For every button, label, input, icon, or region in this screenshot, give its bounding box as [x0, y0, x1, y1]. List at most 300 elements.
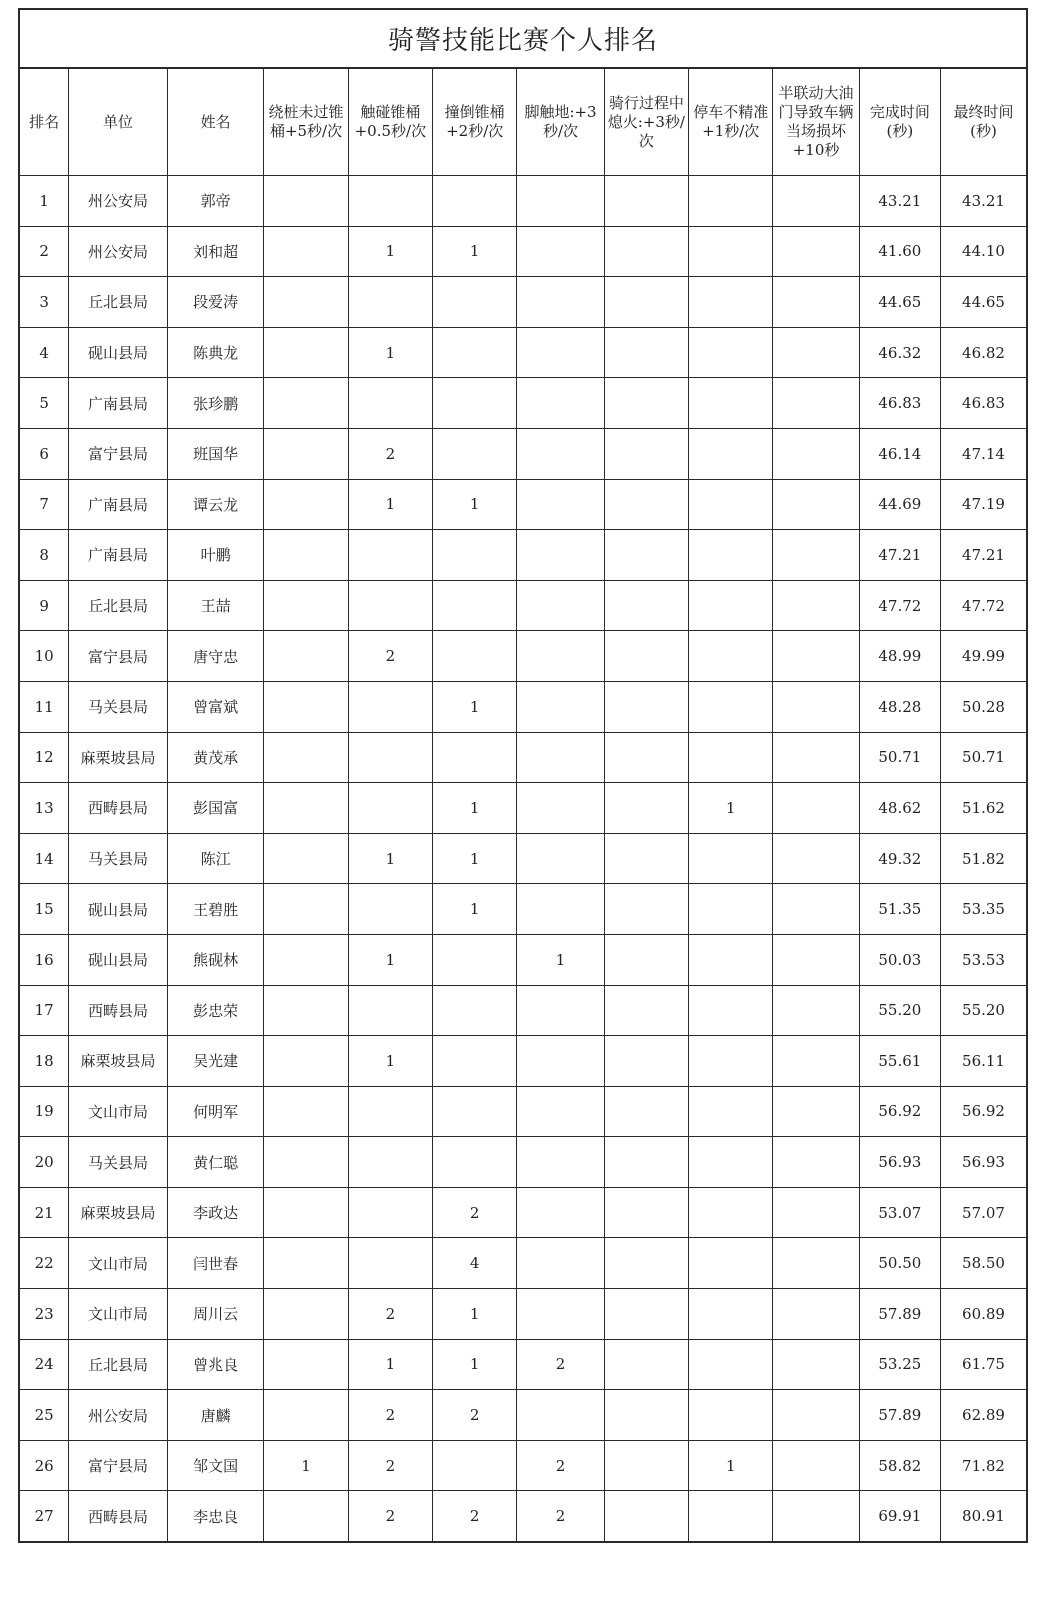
- unit-cell: 州公安局: [69, 1390, 168, 1441]
- inaccurate-stop-cell: [689, 833, 773, 884]
- touched-cone-cell: 1: [348, 1036, 432, 1087]
- missed-cone-cell: [264, 884, 348, 935]
- touched-cone-cell: [348, 530, 432, 581]
- missed-cone-cell: [264, 176, 348, 227]
- touched-cone-cell: [348, 1137, 432, 1188]
- final-time-cell: 51.82: [941, 833, 1026, 884]
- inaccurate-stop-cell: [689, 1289, 773, 1340]
- final-time-cell: 47.19: [941, 479, 1026, 530]
- missed-cone-cell: [264, 479, 348, 530]
- vehicle-damage-cell: [773, 1339, 859, 1390]
- table-row: [20, 985, 1026, 1036]
- completion-time-cell: 41.60: [859, 226, 940, 277]
- missed-cone-cell: [264, 833, 348, 884]
- name-cell: 段爱涛: [167, 277, 264, 328]
- name-cell: 何明军: [167, 1086, 264, 1137]
- knocked-cone-cell: 1: [433, 681, 517, 732]
- inaccurate-stop-cell: [689, 1086, 773, 1137]
- final-time-cell: 58.50: [941, 1238, 1026, 1289]
- name-cell: 曾富斌: [167, 681, 264, 732]
- final-time-cell: 46.82: [941, 327, 1026, 378]
- engine-stall-cell: [604, 479, 688, 530]
- name-cell: 陈典龙: [167, 327, 264, 378]
- engine-stall-cell: [604, 1491, 688, 1541]
- missed-cone-cell: [264, 1491, 348, 1541]
- rank-cell: 8: [20, 530, 69, 581]
- header-missed-cone: 绕桩未过锥桶+5秒/次: [264, 69, 348, 176]
- missed-cone-cell: [264, 1187, 348, 1238]
- rank-cell: 6: [20, 428, 69, 479]
- touched-cone-cell: [348, 277, 432, 328]
- missed-cone-cell: [264, 631, 348, 682]
- completion-time-cell: 44.69: [859, 479, 940, 530]
- engine-stall-cell: [604, 327, 688, 378]
- name-cell: 叶鹏: [167, 530, 264, 581]
- foot-down-cell: [517, 1390, 604, 1441]
- completion-time-cell: 50.03: [859, 934, 940, 985]
- touched-cone-cell: 1: [348, 479, 432, 530]
- knocked-cone-cell: 1: [433, 884, 517, 935]
- table-row: [20, 378, 1026, 429]
- header-engine-stall: 骑行过程中熄火:+3秒/次: [604, 69, 688, 176]
- final-time-cell: 49.99: [941, 631, 1026, 682]
- table-row: [20, 833, 1026, 884]
- missed-cone-cell: [264, 1390, 348, 1441]
- final-time-cell: 57.07: [941, 1187, 1026, 1238]
- rank-cell: 25: [20, 1390, 69, 1441]
- final-time-cell: 47.72: [941, 580, 1026, 631]
- foot-down-cell: [517, 1036, 604, 1087]
- final-time-cell: 71.82: [941, 1440, 1026, 1491]
- final-time-cell: 46.83: [941, 378, 1026, 429]
- touched-cone-cell: 2: [348, 1491, 432, 1541]
- final-time-cell: 53.35: [941, 884, 1026, 935]
- knocked-cone-cell: [433, 732, 517, 783]
- table-row: [20, 327, 1026, 378]
- rank-cell: 7: [20, 479, 69, 530]
- rank-cell: 3: [20, 277, 69, 328]
- missed-cone-cell: [264, 732, 348, 783]
- missed-cone-cell: [264, 985, 348, 1036]
- final-time-cell: 56.11: [941, 1036, 1026, 1087]
- table-row: [20, 479, 1026, 530]
- knocked-cone-cell: 1: [433, 1289, 517, 1340]
- table-row: [20, 1390, 1026, 1441]
- unit-cell: 文山市局: [69, 1086, 168, 1137]
- final-time-cell: 55.20: [941, 985, 1026, 1036]
- rank-cell: 19: [20, 1086, 69, 1137]
- foot-down-cell: [517, 1187, 604, 1238]
- engine-stall-cell: [604, 277, 688, 328]
- missed-cone-cell: [264, 681, 348, 732]
- vehicle-damage-cell: [773, 378, 859, 429]
- unit-cell: 广南县局: [69, 479, 168, 530]
- name-cell: 刘和超: [167, 226, 264, 277]
- inaccurate-stop-cell: [689, 681, 773, 732]
- rank-cell: 9: [20, 580, 69, 631]
- knocked-cone-cell: [433, 277, 517, 328]
- engine-stall-cell: [604, 1238, 688, 1289]
- rank-cell: 12: [20, 732, 69, 783]
- table-body: [20, 176, 1026, 1542]
- unit-cell: 广南县局: [69, 378, 168, 429]
- vehicle-damage-cell: [773, 1086, 859, 1137]
- name-cell: 黄茂承: [167, 732, 264, 783]
- inaccurate-stop-cell: [689, 934, 773, 985]
- engine-stall-cell: [604, 1036, 688, 1087]
- header-completion-time: 完成时间(秒): [859, 69, 940, 176]
- table-row: [20, 1086, 1026, 1137]
- vehicle-damage-cell: [773, 1440, 859, 1491]
- inaccurate-stop-cell: [689, 732, 773, 783]
- touched-cone-cell: 1: [348, 833, 432, 884]
- name-cell: 曾兆良: [167, 1339, 264, 1390]
- vehicle-damage-cell: [773, 681, 859, 732]
- foot-down-cell: [517, 1238, 604, 1289]
- touched-cone-cell: [348, 884, 432, 935]
- unit-cell: 麻栗坡县局: [69, 1036, 168, 1087]
- completion-time-cell: 55.20: [859, 985, 940, 1036]
- foot-down-cell: [517, 985, 604, 1036]
- foot-down-cell: [517, 1289, 604, 1340]
- rank-cell: 22: [20, 1238, 69, 1289]
- inaccurate-stop-cell: [689, 1187, 773, 1238]
- final-time-cell: 60.89: [941, 1289, 1026, 1340]
- rank-cell: 16: [20, 934, 69, 985]
- inaccurate-stop-cell: [689, 1339, 773, 1390]
- table-row: [20, 580, 1026, 631]
- missed-cone-cell: [264, 934, 348, 985]
- rank-cell: 14: [20, 833, 69, 884]
- inaccurate-stop-cell: [689, 1137, 773, 1188]
- vehicle-damage-cell: [773, 934, 859, 985]
- touched-cone-cell: [348, 1238, 432, 1289]
- unit-cell: 马关县局: [69, 1137, 168, 1188]
- unit-cell: 麻栗坡县局: [69, 1187, 168, 1238]
- completion-time-cell: 48.99: [859, 631, 940, 682]
- vehicle-damage-cell: [773, 1238, 859, 1289]
- header-rank: 排名: [20, 69, 69, 176]
- completion-time-cell: 47.72: [859, 580, 940, 631]
- name-cell: 班国华: [167, 428, 264, 479]
- vehicle-damage-cell: [773, 479, 859, 530]
- engine-stall-cell: [604, 1137, 688, 1188]
- engine-stall-cell: [604, 783, 688, 834]
- completion-time-cell: 43.21: [859, 176, 940, 227]
- final-time-cell: 47.21: [941, 530, 1026, 581]
- foot-down-cell: [517, 580, 604, 631]
- rank-cell: 26: [20, 1440, 69, 1491]
- completion-time-cell: 53.07: [859, 1187, 940, 1238]
- vehicle-damage-cell: [773, 176, 859, 227]
- engine-stall-cell: [604, 1289, 688, 1340]
- vehicle-damage-cell: [773, 631, 859, 682]
- touched-cone-cell: [348, 580, 432, 631]
- engine-stall-cell: [604, 934, 688, 985]
- final-time-cell: 62.89: [941, 1390, 1026, 1441]
- foot-down-cell: [517, 226, 604, 277]
- final-time-cell: 50.71: [941, 732, 1026, 783]
- missed-cone-cell: [264, 1339, 348, 1390]
- name-cell: 郭帝: [167, 176, 264, 227]
- final-time-cell: 43.21: [941, 176, 1026, 227]
- name-cell: 陈江: [167, 833, 264, 884]
- engine-stall-cell: [604, 1086, 688, 1137]
- foot-down-cell: 2: [517, 1491, 604, 1541]
- header-foot-down: 脚触地:+3秒/次: [517, 69, 604, 176]
- rank-cell: 10: [20, 631, 69, 682]
- touched-cone-cell: [348, 732, 432, 783]
- header-name: 姓名: [167, 69, 264, 176]
- name-cell: 熊砚林: [167, 934, 264, 985]
- completion-time-cell: 58.82: [859, 1440, 940, 1491]
- engine-stall-cell: [604, 631, 688, 682]
- inaccurate-stop-cell: [689, 631, 773, 682]
- rank-cell: 1: [20, 176, 69, 227]
- foot-down-cell: 1: [517, 934, 604, 985]
- vehicle-damage-cell: [773, 884, 859, 935]
- completion-time-cell: 55.61: [859, 1036, 940, 1087]
- name-cell: 张珍鹏: [167, 378, 264, 429]
- table-row: [20, 1137, 1026, 1188]
- touched-cone-cell: [348, 1187, 432, 1238]
- name-cell: 吴光建: [167, 1036, 264, 1087]
- knocked-cone-cell: [433, 530, 517, 581]
- name-cell: 谭云龙: [167, 479, 264, 530]
- unit-cell: 富宁县局: [69, 428, 168, 479]
- vehicle-damage-cell: [773, 1390, 859, 1441]
- unit-cell: 文山市局: [69, 1238, 168, 1289]
- rank-cell: 5: [20, 378, 69, 429]
- vehicle-damage-cell: [773, 1137, 859, 1188]
- rank-cell: 24: [20, 1339, 69, 1390]
- inaccurate-stop-cell: [689, 1036, 773, 1087]
- unit-cell: 马关县局: [69, 681, 168, 732]
- touched-cone-cell: 1: [348, 327, 432, 378]
- foot-down-cell: [517, 327, 604, 378]
- missed-cone-cell: [264, 277, 348, 328]
- rank-cell: 20: [20, 1137, 69, 1188]
- missed-cone-cell: [264, 1036, 348, 1087]
- knocked-cone-cell: [433, 1137, 517, 1188]
- completion-time-cell: 57.89: [859, 1390, 940, 1441]
- inaccurate-stop-cell: [689, 327, 773, 378]
- engine-stall-cell: [604, 1339, 688, 1390]
- completion-time-cell: 46.32: [859, 327, 940, 378]
- unit-cell: 州公安局: [69, 176, 168, 227]
- touched-cone-cell: [348, 378, 432, 429]
- completion-time-cell: 48.28: [859, 681, 940, 732]
- header-row: [20, 69, 1026, 176]
- touched-cone-cell: 1: [348, 934, 432, 985]
- table-row: [20, 1339, 1026, 1390]
- knocked-cone-cell: 2: [433, 1491, 517, 1541]
- missed-cone-cell: [264, 226, 348, 277]
- foot-down-cell: 2: [517, 1339, 604, 1390]
- knocked-cone-cell: [433, 1036, 517, 1087]
- missed-cone-cell: [264, 378, 348, 429]
- unit-cell: 丘北县局: [69, 1339, 168, 1390]
- table-row: [20, 176, 1026, 227]
- completion-time-cell: 49.32: [859, 833, 940, 884]
- unit-cell: 砚山县局: [69, 934, 168, 985]
- touched-cone-cell: [348, 985, 432, 1036]
- knocked-cone-cell: 1: [433, 833, 517, 884]
- unit-cell: 麻栗坡县局: [69, 732, 168, 783]
- unit-cell: 砚山县局: [69, 327, 168, 378]
- inaccurate-stop-cell: [689, 428, 773, 479]
- name-cell: 李忠良: [167, 1491, 264, 1541]
- knocked-cone-cell: [433, 378, 517, 429]
- missed-cone-cell: [264, 530, 348, 581]
- engine-stall-cell: [604, 1187, 688, 1238]
- rank-cell: 11: [20, 681, 69, 732]
- table-row: [20, 681, 1026, 732]
- vehicle-damage-cell: [773, 580, 859, 631]
- completion-time-cell: 46.83: [859, 378, 940, 429]
- header-unit: 单位: [69, 69, 168, 176]
- inaccurate-stop-cell: [689, 580, 773, 631]
- knocked-cone-cell: [433, 580, 517, 631]
- engine-stall-cell: [604, 176, 688, 227]
- rank-cell: 27: [20, 1491, 69, 1541]
- unit-cell: 文山市局: [69, 1289, 168, 1340]
- vehicle-damage-cell: [773, 327, 859, 378]
- foot-down-cell: [517, 732, 604, 783]
- missed-cone-cell: [264, 1238, 348, 1289]
- header-vehicle-damage: 半联动大油门导致车辆当场损坏+10秒: [773, 69, 859, 176]
- rank-cell: 4: [20, 327, 69, 378]
- missed-cone-cell: [264, 1137, 348, 1188]
- name-cell: 李政达: [167, 1187, 264, 1238]
- inaccurate-stop-cell: [689, 1491, 773, 1541]
- final-time-cell: 80.91: [941, 1491, 1026, 1541]
- inaccurate-stop-cell: [689, 1238, 773, 1289]
- inaccurate-stop-cell: [689, 985, 773, 1036]
- touched-cone-cell: 2: [348, 428, 432, 479]
- foot-down-cell: [517, 1086, 604, 1137]
- missed-cone-cell: [264, 1086, 348, 1137]
- foot-down-cell: 2: [517, 1440, 604, 1491]
- foot-down-cell: [517, 783, 604, 834]
- table-row: [20, 277, 1026, 328]
- touched-cone-cell: [348, 681, 432, 732]
- knocked-cone-cell: [433, 1440, 517, 1491]
- missed-cone-cell: 1: [264, 1440, 348, 1491]
- name-cell: 黄仁聪: [167, 1137, 264, 1188]
- foot-down-cell: [517, 884, 604, 935]
- name-cell: 唐守忠: [167, 631, 264, 682]
- inaccurate-stop-cell: [689, 277, 773, 328]
- header-knocked-cone: 撞倒锥桶+2秒/次: [433, 69, 517, 176]
- vehicle-damage-cell: [773, 1036, 859, 1087]
- name-cell: 王碧胜: [167, 884, 264, 935]
- table-row: [20, 530, 1026, 581]
- final-time-cell: 53.53: [941, 934, 1026, 985]
- vehicle-damage-cell: [773, 1187, 859, 1238]
- final-time-cell: 44.10: [941, 226, 1026, 277]
- engine-stall-cell: [604, 833, 688, 884]
- engine-stall-cell: [604, 1390, 688, 1441]
- inaccurate-stop-cell: 1: [689, 783, 773, 834]
- missed-cone-cell: [264, 1289, 348, 1340]
- rank-cell: 17: [20, 985, 69, 1036]
- table-row: [20, 1036, 1026, 1087]
- vehicle-damage-cell: [773, 1289, 859, 1340]
- engine-stall-cell: [604, 378, 688, 429]
- table-row: [20, 1187, 1026, 1238]
- foot-down-cell: [517, 277, 604, 328]
- ranking-sheet: [18, 8, 1028, 1543]
- inaccurate-stop-cell: [689, 530, 773, 581]
- completion-time-cell: 56.92: [859, 1086, 940, 1137]
- vehicle-damage-cell: [773, 833, 859, 884]
- table-row: [20, 631, 1026, 682]
- vehicle-damage-cell: [773, 1491, 859, 1541]
- final-time-cell: 61.75: [941, 1339, 1026, 1390]
- table-row: [20, 1440, 1026, 1491]
- completion-time-cell: 53.25: [859, 1339, 940, 1390]
- completion-time-cell: 51.35: [859, 884, 940, 935]
- completion-time-cell: 46.14: [859, 428, 940, 479]
- final-time-cell: 47.14: [941, 428, 1026, 479]
- name-cell: 邹文国: [167, 1440, 264, 1491]
- inaccurate-stop-cell: [689, 378, 773, 429]
- knocked-cone-cell: [433, 1086, 517, 1137]
- inaccurate-stop-cell: 1: [689, 1440, 773, 1491]
- completion-time-cell: 50.50: [859, 1238, 940, 1289]
- knocked-cone-cell: 1: [433, 1339, 517, 1390]
- knocked-cone-cell: 4: [433, 1238, 517, 1289]
- completion-time-cell: 56.93: [859, 1137, 940, 1188]
- rank-cell: 18: [20, 1036, 69, 1087]
- engine-stall-cell: [604, 226, 688, 277]
- missed-cone-cell: [264, 783, 348, 834]
- header-inaccurate-stop: 停车不精准+1秒/次: [689, 69, 773, 176]
- inaccurate-stop-cell: [689, 226, 773, 277]
- knocked-cone-cell: 1: [433, 226, 517, 277]
- inaccurate-stop-cell: [689, 884, 773, 935]
- foot-down-cell: [517, 428, 604, 479]
- knocked-cone-cell: [433, 428, 517, 479]
- knocked-cone-cell: 2: [433, 1390, 517, 1441]
- rank-cell: 21: [20, 1187, 69, 1238]
- knocked-cone-cell: 1: [433, 479, 517, 530]
- unit-cell: 丘北县局: [69, 277, 168, 328]
- vehicle-damage-cell: [773, 226, 859, 277]
- knocked-cone-cell: 2: [433, 1187, 517, 1238]
- engine-stall-cell: [604, 884, 688, 935]
- completion-time-cell: 50.71: [859, 732, 940, 783]
- table-row: [20, 732, 1026, 783]
- vehicle-damage-cell: [773, 530, 859, 581]
- knocked-cone-cell: [433, 985, 517, 1036]
- engine-stall-cell: [604, 530, 688, 581]
- completion-time-cell: 69.91: [859, 1491, 940, 1541]
- unit-cell: 州公安局: [69, 226, 168, 277]
- name-cell: 周川云: [167, 1289, 264, 1340]
- rank-cell: 23: [20, 1289, 69, 1340]
- table-row: [20, 1238, 1026, 1289]
- engine-stall-cell: [604, 681, 688, 732]
- unit-cell: 西畴县局: [69, 985, 168, 1036]
- completion-time-cell: 47.21: [859, 530, 940, 581]
- sheet-title: 骑警技能比赛个人排名: [20, 10, 1026, 69]
- final-time-cell: 51.62: [941, 783, 1026, 834]
- missed-cone-cell: [264, 428, 348, 479]
- rank-cell: 13: [20, 783, 69, 834]
- knocked-cone-cell: [433, 631, 517, 682]
